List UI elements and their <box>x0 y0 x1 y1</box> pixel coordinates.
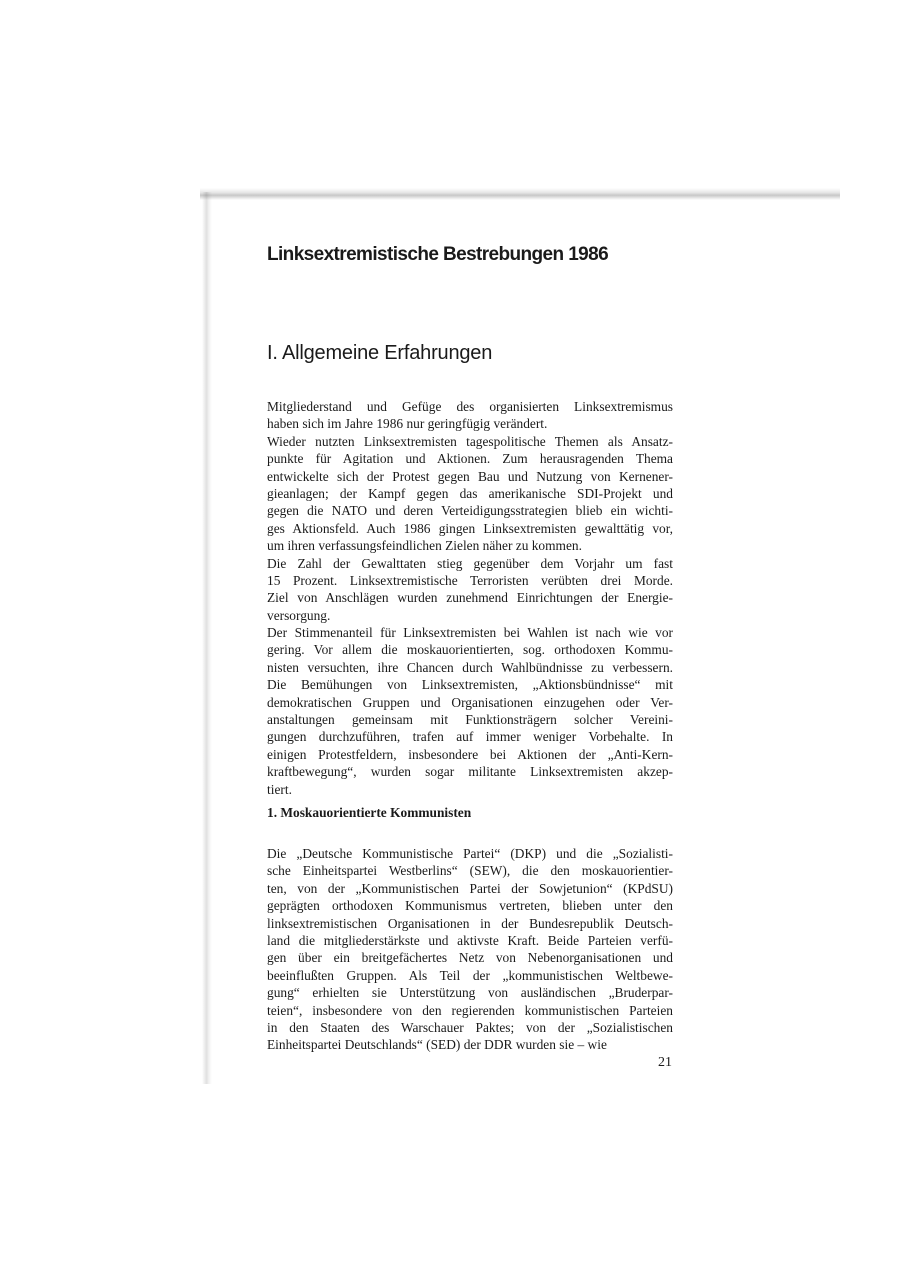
text-line: gung“ erhielten sie Unterstützung von ausländischen „Bruderpar- <box>267 985 673 1001</box>
text-line: entwickelte sich der Protest gegen Bau und Nutzung von Kernener- <box>267 468 673 484</box>
intro-text <box>267 398 673 798</box>
text-line: Ziel von Anschlägen wurden zunehmend Einrichtungen der Energie- <box>267 590 673 606</box>
text-line: haben sich im Jahre 1986 nur geringfügig verändert. <box>267 416 548 432</box>
text-line: demokratischen Gruppen und Organisationen einzugehen oder Ver- <box>267 694 673 710</box>
text-line: versorgung. <box>267 607 331 623</box>
text-line: land die mitgliederstärkste und aktivste Kraft. Beide Parteien verfü- <box>267 932 673 948</box>
text-line: anstaltungen gemeinsam mit Funktionsträgern solcher Vereini- <box>267 712 673 728</box>
text-line: tiert. <box>267 781 292 797</box>
text-line: kraftbewegung“, wurden sogar militante Linksextremisten akzep- <box>267 764 673 780</box>
text-line: gungen durchzuführen, trafen auf immer weniger Vorbehalte. In <box>267 729 673 745</box>
text-line: linksextremistischen Organisationen in der Bundesrepublik Deutsch- <box>267 915 673 931</box>
text-line: Wieder nutzten Linksextremisten tagespolitische Themen als Ansatz- <box>267 433 673 449</box>
text-line: einigen Protestfeldern, insbesondere bei Aktionen der „Anti-Kern- <box>267 746 673 762</box>
scan-shadow-top <box>200 188 840 200</box>
page-number: 21 <box>658 1055 672 1070</box>
text-line: um ihren verfassungsfeindlichen Zielen näher zu kommen. <box>267 538 582 554</box>
text-line: geprägten orthodoxen Kommunismus vertreten, blieben unter den <box>267 898 673 914</box>
text-line: Einheitspartei Deutschlands“ (SED) der DDR wurden sie – wie <box>267 1037 607 1053</box>
text-line: Die Zahl der Gewalttaten stieg gegenüber dem Vorjahr um fast <box>267 555 673 571</box>
scan-shadow-left <box>202 192 212 1084</box>
text-line: Die Bemühungen von Linksextremisten, „Aktionsbündnisse“ mit <box>267 677 673 693</box>
text-line: ten, von der „Kommunistischen Partei der Sowjetunion“ (KPdSU) <box>267 880 673 896</box>
text-line: 15 Prozent. Linksextremistische Terroristen verübten drei Morde. <box>267 572 673 588</box>
text-line: gieanlagen; der Kampf gegen das amerikanische SDI-Projekt und <box>267 485 673 501</box>
text-line: punkte für Agitation und Aktionen. Zum herausragenden Thema <box>267 451 673 467</box>
text-line: Mitgliederstand und Gefüge des organisierten Linksextremismus <box>267 399 673 414</box>
section-heading: I. Allgemeine Erfahrungen <box>267 342 493 364</box>
text-line: ges Aktionsfeld. Auch 1986 gingen Linksextremisten gewalttätig vor, <box>267 520 673 536</box>
text-line: teien“, insbesondere von den regierenden kommunistischen Parteien <box>267 1002 673 1018</box>
text-line: gegen die NATO und deren Verteidigungsstrategien blieb ein wichti- <box>267 503 673 519</box>
body-text <box>267 845 673 1054</box>
text-line: in den Staaten des Warschauer Paktes; von der „Sozialistischen <box>267 1019 673 1035</box>
subsection-heading: 1. Moskauorientierte Kommunisten <box>267 805 472 820</box>
text-line: gering. Vor allem die moskauorientierten, sog. orthodoxen Kommu- <box>267 642 673 658</box>
document-title: Linksextremistische Bestrebungen 1986 <box>267 244 609 265</box>
text-line: sche Einheitspartei Westberlins“ (SEW), die den moskauorientier- <box>267 863 673 879</box>
text-line: nisten versuchten, ihre Chancen durch Wahlbündnisse zu verbessern. <box>267 659 673 675</box>
text-line: beeinflußten Gruppen. Als Teil der „kommunistischen Weltbewe- <box>267 967 673 983</box>
text-line: gen über ein breitgefächertes Netz von Nebenorganisationen und <box>267 950 673 966</box>
text-line: Der Stimmenanteil für Linksextremisten bei Wahlen ist nach wie vor <box>267 625 673 641</box>
text-line: Die „Deutsche Kommunistische Partei“ (DKP) und die „Sozialisti- <box>267 846 673 861</box>
